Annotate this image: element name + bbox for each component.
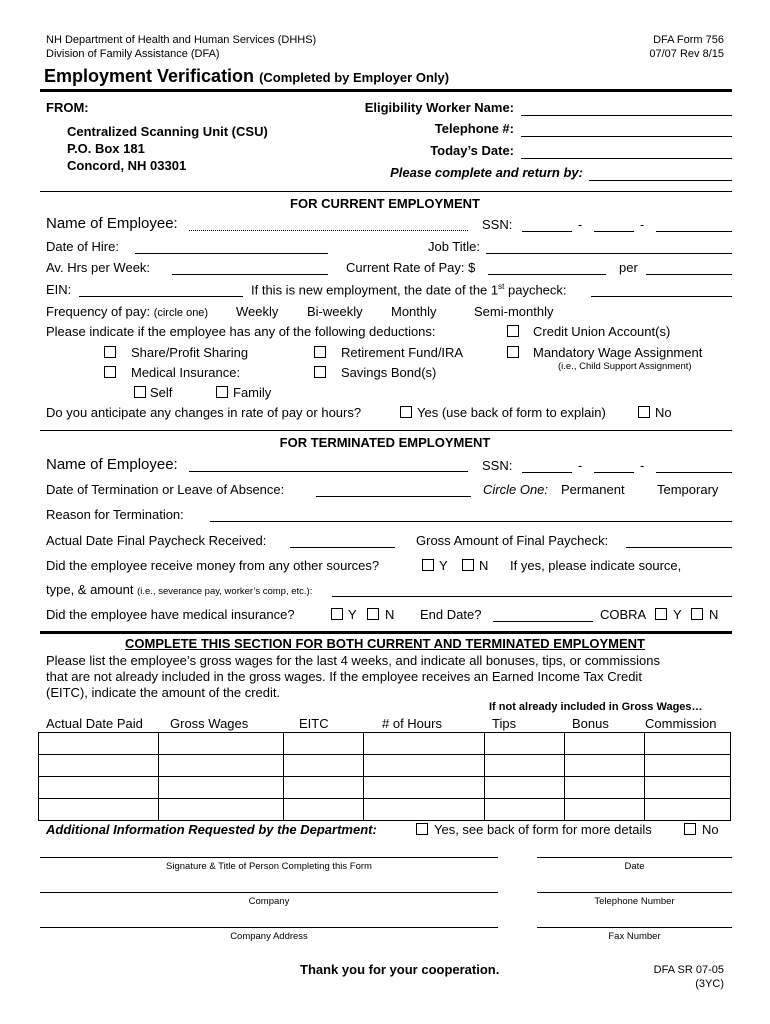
wage-cell[interactable] bbox=[485, 755, 565, 777]
section-rule-current bbox=[40, 191, 732, 192]
wage-cell[interactable] bbox=[283, 755, 363, 777]
changes-no-label: No bbox=[655, 405, 672, 420]
rate-field[interactable] bbox=[488, 274, 606, 275]
wage-cell[interactable] bbox=[645, 755, 731, 777]
current-ssn-part1[interactable] bbox=[522, 231, 572, 232]
per-field[interactable] bbox=[646, 274, 732, 275]
wage-cell[interactable] bbox=[39, 733, 159, 755]
fax-label: Fax Number bbox=[608, 931, 661, 942]
frequency-label bbox=[46, 304, 208, 319]
frequency-text: Frequency of pay: bbox=[46, 304, 151, 319]
current-ssn-part2[interactable] bbox=[594, 231, 634, 232]
title-text: Employment Verification bbox=[44, 66, 255, 86]
form-number: DFA Form 756 bbox=[653, 34, 724, 46]
current-ssn-part3[interactable] bbox=[656, 231, 732, 232]
medical-yes-checkbox[interactable] bbox=[331, 608, 343, 620]
family-checkbox[interactable] bbox=[216, 386, 228, 398]
return-by-label: Please complete and return by: bbox=[390, 165, 583, 180]
changes-no-checkbox[interactable] bbox=[638, 406, 650, 418]
retirement-label: Retirement Fund/IRA bbox=[341, 345, 464, 360]
rate-label: Current Rate of Pay: $ bbox=[346, 260, 476, 275]
ein-field[interactable] bbox=[79, 296, 243, 297]
medical-insurance-label: Medical Insurance: bbox=[131, 365, 241, 380]
term-name-label: Name of Employee: bbox=[46, 456, 178, 473]
wage-cell[interactable] bbox=[39, 755, 159, 777]
medical-yes-label: Y bbox=[348, 607, 357, 622]
wage-cell[interactable] bbox=[363, 733, 485, 755]
cobra-label: COBRA bbox=[600, 607, 647, 622]
company-label: Company bbox=[248, 896, 290, 907]
division-name: Division of Family Assistance (DFA) bbox=[46, 48, 220, 60]
freq-biweekly[interactable]: Bi-weekly bbox=[307, 304, 363, 319]
page-title bbox=[44, 66, 449, 87]
additional-yes-label: Yes, see back of form for more details bbox=[434, 822, 652, 837]
thank-you-text: Thank you for your cooperation. bbox=[300, 962, 500, 977]
cobra-yes-label: Y bbox=[673, 607, 682, 622]
term-ssn-label: SSN: bbox=[482, 458, 513, 473]
permanent-option[interactable]: Permanent bbox=[561, 482, 625, 497]
temporary-option[interactable]: Temporary bbox=[657, 482, 719, 497]
changes-yes-label: Yes (use back of form to explain) bbox=[417, 405, 606, 420]
job-title-field[interactable] bbox=[486, 253, 732, 254]
self-label: Self bbox=[150, 385, 173, 400]
wage-cell[interactable] bbox=[283, 733, 363, 755]
from-address-2: P.O. Box 181 bbox=[67, 141, 145, 156]
gross-wages-note: If not already included in Gross Wages… bbox=[489, 701, 703, 713]
term-ssn-part2[interactable] bbox=[594, 472, 634, 473]
title-rule bbox=[40, 89, 732, 92]
wage-cell[interactable] bbox=[645, 733, 731, 755]
freq-semimonthly[interactable]: Semi-monthly bbox=[474, 304, 554, 319]
term-name-field[interactable] bbox=[189, 471, 468, 472]
medical-question: Did the employee have medical insurance? bbox=[46, 607, 295, 622]
term-ssn-part3[interactable] bbox=[656, 472, 732, 473]
gross-final-field[interactable] bbox=[626, 547, 732, 548]
circle-one-label: Circle One: bbox=[483, 482, 549, 497]
termination-date-label: Date of Termination or Leave of Absence: bbox=[46, 482, 285, 497]
self-checkbox[interactable] bbox=[134, 386, 146, 398]
final-paycheck-label: Actual Date Final Paycheck Received: bbox=[46, 533, 267, 548]
wage-cell[interactable] bbox=[565, 799, 645, 821]
other-sources-yes-label: Y bbox=[439, 558, 448, 573]
table-row bbox=[39, 733, 731, 755]
col-gross-wages: Gross Wages bbox=[170, 716, 249, 731]
mandatory-wage-note: (i.e., Child Support Assignment) bbox=[558, 361, 692, 372]
current-name-field[interactable] bbox=[189, 230, 468, 231]
col-eitc: EITC bbox=[299, 716, 329, 731]
cobra-no-checkbox[interactable] bbox=[691, 608, 703, 620]
term-ssn-part1[interactable] bbox=[522, 472, 572, 473]
share-profit-checkbox[interactable] bbox=[104, 346, 116, 358]
other-sources-no-label: N bbox=[479, 558, 489, 573]
col-bonus: Bonus bbox=[572, 716, 609, 731]
worker-name-field[interactable] bbox=[521, 115, 732, 116]
ein-label: EIN: bbox=[46, 282, 72, 297]
telephone-label: Telephone Number bbox=[594, 896, 675, 907]
freq-monthly[interactable]: Monthly bbox=[391, 304, 437, 319]
wage-cell[interactable] bbox=[283, 777, 363, 799]
ssn-dash: - bbox=[640, 458, 645, 473]
wage-cell[interactable] bbox=[158, 733, 283, 755]
reason-field[interactable] bbox=[210, 521, 732, 522]
current-ssn-label: SSN: bbox=[482, 217, 513, 232]
ssn-dash: - bbox=[578, 458, 583, 473]
current-heading: FOR CURRENT EMPLOYMENT bbox=[290, 196, 480, 211]
footer-code: DFA SR 07-05 bbox=[653, 964, 724, 976]
wage-cell[interactable] bbox=[565, 777, 645, 799]
cobra-yes-checkbox[interactable] bbox=[655, 608, 667, 620]
form-revision: 07/07 Rev 8/15 bbox=[649, 48, 724, 60]
col-commission: Commission bbox=[645, 716, 717, 731]
other-sources-question: Did the employee receive money from any other sources? bbox=[46, 558, 380, 573]
medical-no-checkbox[interactable] bbox=[367, 608, 379, 620]
wage-cell[interactable] bbox=[158, 777, 283, 799]
cobra-no-label: N bbox=[709, 607, 719, 622]
wage-cell[interactable] bbox=[283, 799, 363, 821]
job-title-label: Job Title: bbox=[427, 239, 480, 254]
end-date-field[interactable] bbox=[493, 621, 593, 622]
additional-no-checkbox[interactable] bbox=[684, 823, 696, 835]
changes-question: Do you anticipate any changes in rate of pay or hours? bbox=[46, 405, 362, 420]
hire-date-field[interactable] bbox=[135, 253, 328, 254]
freq-weekly[interactable]: Weekly bbox=[236, 304, 279, 319]
savings-bond-label: Savings Bond(s) bbox=[341, 365, 437, 380]
first-paycheck-text: If this is new employment, the date of the 1 bbox=[251, 282, 499, 298]
wage-cell[interactable] bbox=[645, 777, 731, 799]
wage-cell[interactable] bbox=[565, 755, 645, 777]
gross-final-label: Gross Amount of Final Paycheck: bbox=[416, 533, 609, 548]
additional-yes-checkbox[interactable] bbox=[416, 823, 428, 835]
wages-table bbox=[38, 732, 731, 821]
ssn-dash: - bbox=[578, 217, 583, 232]
from-label: FROM: bbox=[46, 100, 89, 115]
signature-label: Signature & Title of Person Completing this Form bbox=[166, 861, 372, 872]
end-date-label: End Date? bbox=[420, 607, 482, 622]
mandatory-wage-checkbox[interactable] bbox=[507, 346, 519, 358]
footer-code-2: (3YC) bbox=[695, 978, 724, 990]
table-row bbox=[39, 755, 731, 777]
current-name-label: Name of Employee: bbox=[46, 215, 178, 232]
both-instructions-3: (EITC), indicate the amount of the credit. bbox=[46, 685, 281, 700]
other-sources-yes-checkbox[interactable] bbox=[422, 559, 434, 571]
both-instructions-2: that are not already included in the gross wages. If the employee receives an Earned Income Tax Credit bbox=[46, 669, 642, 684]
company-field[interactable] bbox=[40, 892, 498, 893]
terminated-heading: FOR TERMINATED EMPLOYMENT bbox=[279, 435, 491, 450]
wage-cell[interactable] bbox=[485, 799, 565, 821]
section-rule-both bbox=[40, 631, 732, 634]
credit-union-label: Credit Union Account(s) bbox=[533, 324, 671, 339]
date-label: Date bbox=[624, 861, 645, 872]
other-sources-note: If yes, please indicate source, bbox=[510, 558, 682, 573]
additional-no-label: No bbox=[702, 822, 719, 837]
hire-date-label: Date of Hire: bbox=[46, 239, 119, 254]
wage-cell[interactable] bbox=[485, 733, 565, 755]
phone-field[interactable] bbox=[521, 136, 732, 137]
first-paycheck-sup: st bbox=[498, 282, 505, 291]
share-profit-label: Share/Profit Sharing bbox=[131, 345, 249, 360]
phone-label: Telephone #: bbox=[434, 121, 514, 136]
section-rule-terminated bbox=[40, 430, 732, 431]
col-tips: Tips bbox=[492, 716, 517, 731]
first-paycheck-label bbox=[251, 282, 567, 297]
additional-info-label: Additional Information Requested by the Department: bbox=[46, 822, 377, 837]
hours-label: Av. Hrs per Week: bbox=[46, 260, 151, 275]
credit-union-checkbox[interactable] bbox=[507, 325, 519, 337]
type-amount-text: type, & amount bbox=[46, 582, 134, 597]
wage-cell[interactable] bbox=[363, 777, 485, 799]
table-row bbox=[39, 777, 731, 799]
col-date-paid: Actual Date Paid bbox=[46, 716, 143, 731]
both-instructions-1: Please list the employee’s gross wages for the last 4 weeks, and indicate all bonuses, tips, or commissions bbox=[46, 653, 660, 668]
from-address-1: Centralized Scanning Unit (CSU) bbox=[67, 124, 268, 139]
table-row bbox=[39, 799, 731, 821]
company-address-field[interactable] bbox=[40, 927, 498, 928]
first-paycheck-field[interactable] bbox=[591, 296, 732, 297]
medical-insurance-checkbox[interactable] bbox=[104, 366, 116, 378]
wage-cell[interactable] bbox=[645, 799, 731, 821]
medical-no-label: N bbox=[385, 607, 395, 622]
per-label: per bbox=[619, 260, 638, 275]
changes-yes-checkbox[interactable] bbox=[400, 406, 412, 418]
wage-cell[interactable] bbox=[363, 799, 485, 821]
frequency-note: (circle one) bbox=[153, 307, 209, 319]
wage-cell[interactable] bbox=[158, 755, 283, 777]
wage-cell[interactable] bbox=[158, 799, 283, 821]
signature-field[interactable] bbox=[40, 857, 498, 858]
from-address-3: Concord, NH 03301 bbox=[67, 158, 187, 173]
worker-name-label: Eligibility Worker Name: bbox=[364, 100, 514, 115]
type-amount-label bbox=[46, 582, 312, 597]
company-address-label: Company Address bbox=[230, 931, 308, 942]
fax-field[interactable] bbox=[537, 927, 732, 928]
first-paycheck-end: paycheck: bbox=[504, 282, 567, 298]
reason-label: Reason for Termination: bbox=[46, 507, 184, 522]
wage-cell[interactable] bbox=[39, 799, 159, 821]
type-amount-note: (i.e., severance pay, worker’s comp, etc.): bbox=[137, 586, 313, 597]
final-paycheck-field[interactable] bbox=[290, 547, 395, 548]
today-date-label: Today’s Date: bbox=[430, 143, 514, 158]
savings-bond-checkbox[interactable] bbox=[314, 366, 326, 378]
wage-cell[interactable] bbox=[39, 777, 159, 799]
today-date-field[interactable] bbox=[521, 158, 732, 159]
dept-name: NH Department of Health and Human Services (DHHS) bbox=[46, 34, 317, 46]
date-field[interactable] bbox=[537, 857, 732, 858]
retirement-checkbox[interactable] bbox=[314, 346, 326, 358]
deductions-label: Please indicate if the employee has any of the following deductions: bbox=[46, 324, 436, 339]
hours-field[interactable] bbox=[172, 274, 328, 275]
termination-date-field[interactable] bbox=[316, 496, 471, 497]
other-sources-no-checkbox[interactable] bbox=[462, 559, 474, 571]
wage-cell[interactable] bbox=[485, 777, 565, 799]
return-by-field[interactable] bbox=[589, 180, 732, 181]
family-label: Family bbox=[233, 385, 272, 400]
mandatory-wage-label: Mandatory Wage Assignment bbox=[533, 345, 703, 360]
telephone-field[interactable] bbox=[537, 892, 732, 893]
wage-cell[interactable] bbox=[363, 755, 485, 777]
both-heading: COMPLETE THIS SECTION FOR BOTH CURRENT AND TERMINATED EMPLOYMENT bbox=[125, 636, 645, 651]
type-amount-field[interactable] bbox=[332, 596, 732, 597]
wage-cell[interactable] bbox=[565, 733, 645, 755]
col-hours: # of Hours bbox=[382, 716, 442, 731]
title-subtitle: (Completed by Employer Only) bbox=[259, 70, 450, 85]
ssn-dash: - bbox=[640, 217, 645, 232]
